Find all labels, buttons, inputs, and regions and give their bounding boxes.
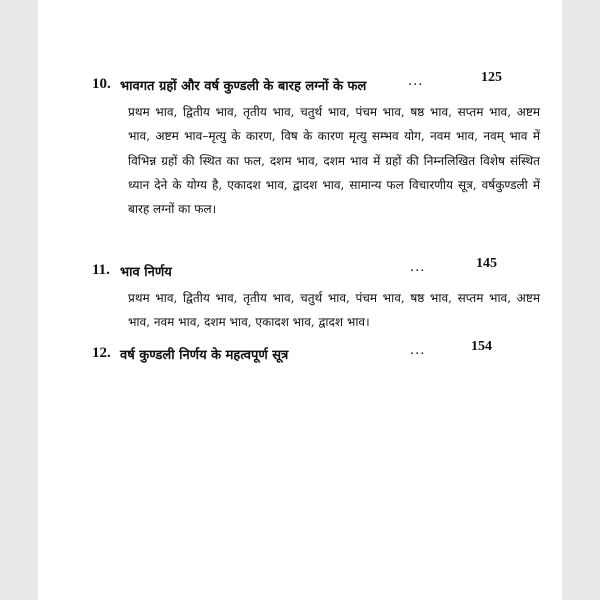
entry-title: भावगत ग्रहों और वर्ष कुण्डली के बारह लग्नों के फल — [120, 79, 367, 94]
toc-entry-11 — [38, 256, 562, 330]
entry-number: 11. — [92, 262, 110, 278]
toc-entry-heading — [38, 339, 562, 369]
entry-description: प्रथम भाव, द्वितीय भाव, तृतीय भाव, चतुर्थ भाव, पंचम भाव, षष्ठ भाव, सप्तम भाव, अष्टम भाव, नवम भाव, दशम भाव, एकादश भाव, द्वादश भाव। — [128, 291, 540, 330]
entry-number: 12. — [92, 345, 111, 361]
entry-title: भाव निर्णय — [120, 265, 172, 280]
leader-dots: ... — [410, 260, 426, 275]
toc-entry-10 — [38, 70, 562, 217]
leader-dots: ... — [410, 343, 426, 358]
entry-page-number: 145 — [476, 256, 497, 271]
toc-entry-12 — [38, 339, 562, 369]
toc-entry-heading — [38, 70, 562, 100]
entry-page-number: 125 — [481, 70, 502, 85]
leader-dots: ... — [408, 74, 424, 89]
entry-description: प्रथम भाव, द्वितीय भाव, तृतीय भाव, चतुर्थ भाव, पंचम भाव, षष्ठ भाव, सप्तम भाव, अष्टम भाव, अष्टम भाव–मृत्यु के कारण, विष के कारण मृत्यु सम्भव योग, नवम भाव, नवम् भाव में विभिन्न ग्रहों की स्थित का फल, दशम भाव, दशम भाव में ग्रहों की निम्नलिखित विशेष संस्थित ध्यान देने के योग्य है, एकादश भाव, द्वादश भाव, सामान्य फल विचारणीय सूत्र, वर्षकुण्डली में बारह लग्नों का फल। — [128, 105, 540, 217]
toc-entry-heading — [38, 256, 562, 286]
entry-title: वर्ष कुण्डली निर्णय के महत्वपूर्ण सूत्र — [120, 348, 289, 363]
document-page — [38, 0, 562, 600]
entry-page-number: 154 — [471, 339, 492, 354]
entry-number: 10. — [92, 76, 111, 92]
